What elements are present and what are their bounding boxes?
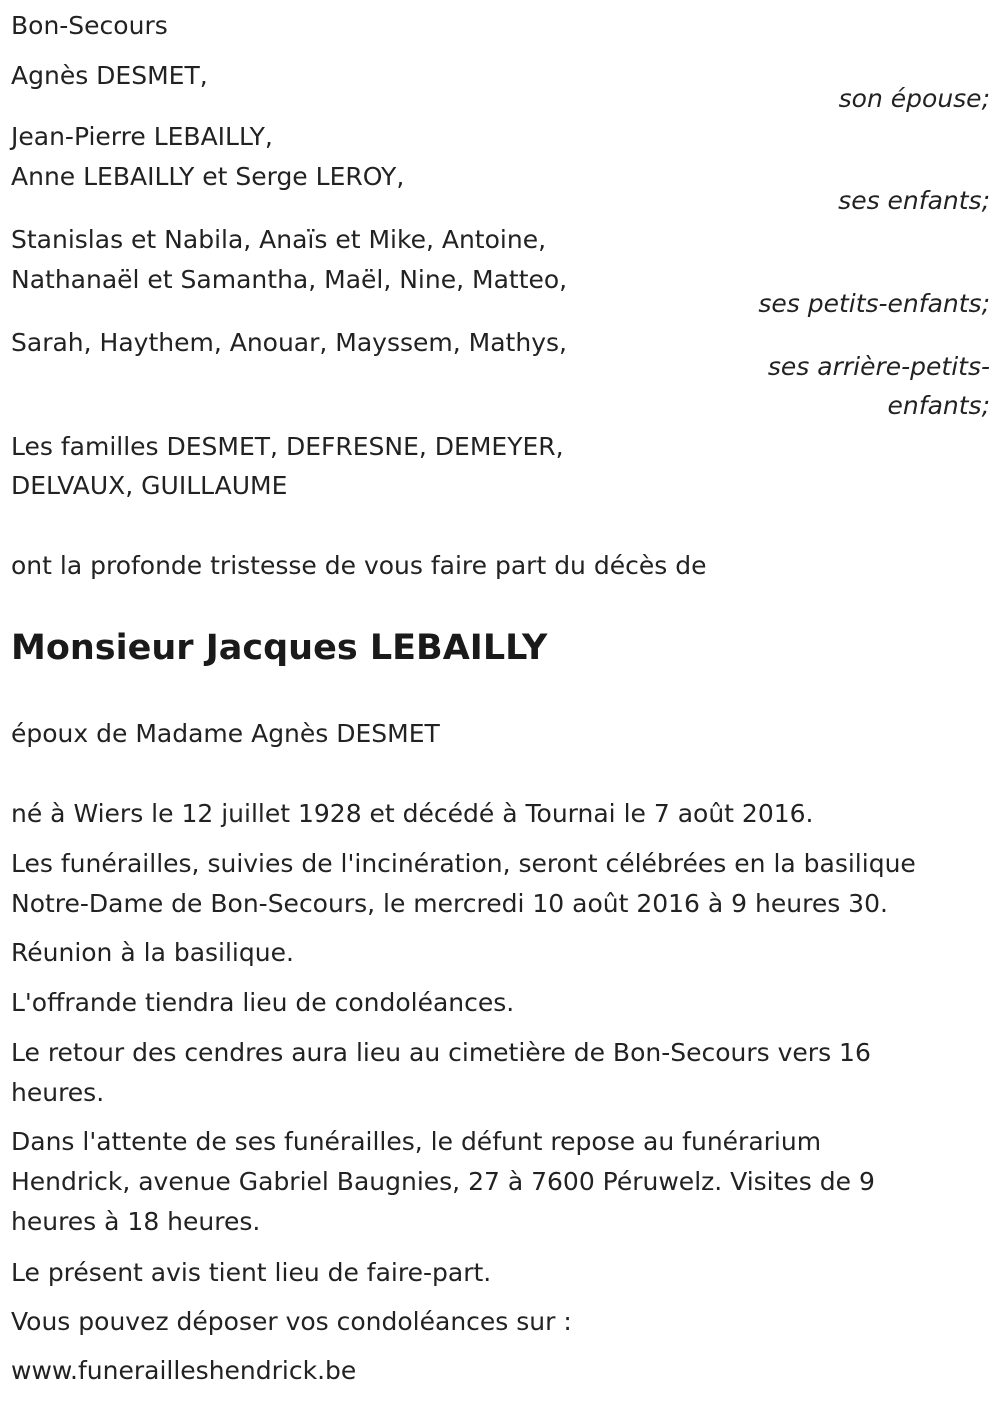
rest-line-1: Dans l'attente de ses funérailles, le défunt repose au funérarium [11, 1127, 822, 1156]
notice-line: Le présent avis tient lieu de faire-part. [11, 1258, 492, 1287]
announcement-text: ont la profonde tristesse de vous faire part du décès de [11, 551, 707, 580]
child-name-1: Jean-Pierre LEBAILLY, [11, 122, 273, 151]
condolences-prompt: Vous pouvez déposer vos condoléances sur : [11, 1307, 572, 1336]
meeting-line: Réunion à la basilique. [11, 938, 294, 967]
funeral-line-1: Les funérailles, suivies de l'incinération, seront célébrées en la basilique [11, 849, 916, 878]
rest-line-2: Hendrick, avenue Gabriel Baugnies, 27 à 7600 Péruwelz. Visites de 9 [11, 1167, 875, 1196]
spouse-name: Agnès DESMET, [11, 61, 208, 90]
ashes-line-2: heures. [11, 1078, 105, 1107]
rest-line-3: heures à 18 heures. [11, 1207, 261, 1236]
birth-death-line: né à Wiers le 12 juillet 1928 et décédé à Tournai le 7 août 2016. [11, 799, 814, 828]
grandchildren-line-1: Stanislas et Nabila, Anaïs et Mike, Antoine, [11, 225, 547, 254]
relation-children: ses enfants; [838, 186, 990, 215]
grandchildren-line-2: Nathanaël et Samantha, Maël, Nine, Matteo, [11, 265, 568, 294]
offering-line: L'offrande tiendra lieu de condoléances. [11, 988, 515, 1017]
great-grandchildren-names: Sarah, Haythem, Anouar, Mayssem, Mathys, [11, 328, 567, 357]
location-header: Bon-Secours [11, 11, 168, 40]
other-families-line-1: Les familles DESMET, DEFRESNE, DEMEYER, [11, 432, 564, 461]
other-families-line-2: DELVAUX, GUILLAUME [11, 471, 288, 500]
relation-spouse: son épouse; [838, 84, 990, 113]
relation-great-grandchildren-1: ses arrière-petits- [767, 352, 990, 381]
spouse-line: époux de Madame Agnès DESMET [11, 719, 440, 748]
relation-grandchildren: ses petits-enfants; [758, 289, 990, 318]
funeral-line-2: Notre-Dame de Bon-Secours, le mercredi 10 août 2016 à 9 heures 30. [11, 889, 888, 918]
relation-great-grandchildren-2: enfants; [887, 391, 990, 420]
child-name-2: Anne LEBAILLY et Serge LEROY, [11, 162, 405, 191]
deceased-name: Monsieur Jacques LEBAILLY [11, 628, 548, 668]
website-link[interactable]: www.funerailleshendrick.be [11, 1356, 357, 1385]
ashes-line-1: Le retour des cendres aura lieu au cimetière de Bon-Secours vers 16 [11, 1038, 871, 1067]
